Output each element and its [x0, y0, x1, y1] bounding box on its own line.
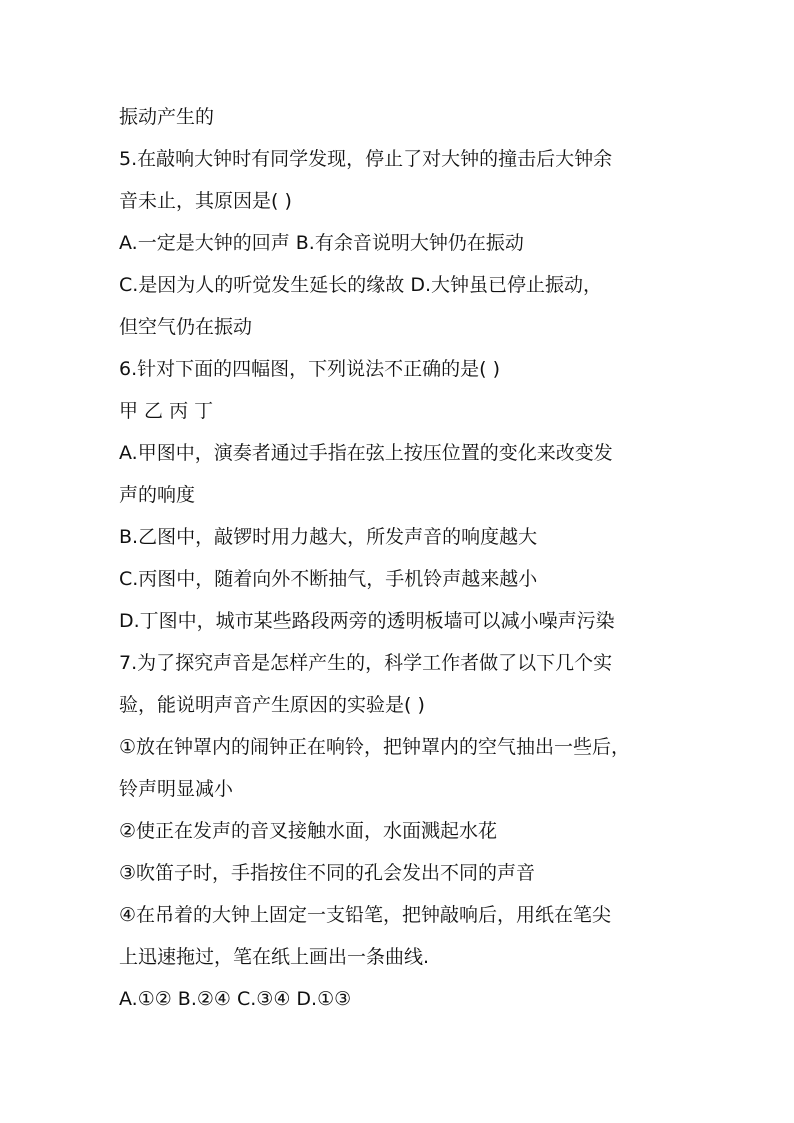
question-7-stem-cont: 验，能说明声音产生原因的实验是( ) [119, 694, 425, 716]
question-7-item-4-cont: 上迅速拖过，笔在纸上画出一条曲线. [119, 946, 430, 968]
question-6-stem: 6.针对下面的四幅图，下列说法不正确的是( ) [119, 358, 500, 380]
question-5-options-cd: C.是因为人的听觉发生延长的缘故 D.大钟虽已停止振动， [119, 274, 603, 296]
question-7-options: A.①② B.②④ C.③④ D.①③ [119, 988, 352, 1010]
question-7-item-4: ④在吊着的大钟上固定一支铅笔，把钟敲响后，用纸在笔尖 [119, 904, 612, 926]
question-6-figure-labels: 甲 乙 丙 丁 [119, 400, 214, 422]
text-line: 振动产生的 [119, 106, 215, 128]
question-5-options-ab: A.一定是大钟的回声 B.有余音说明大钟仍在振动 [119, 232, 524, 254]
question-7-item-1: ①放在钟罩内的闹钟正在响铃，把钟罩内的空气抽出一些后， [119, 736, 631, 758]
question-5-stem-cont: 音未止，其原因是( ) [119, 190, 292, 212]
question-7-item-3: ③吹笛子时，手指按住不同的孔会发出不同的声音 [119, 862, 536, 884]
question-6-option-d: D.丁图中，城市某些路段两旁的透明板墙可以减小噪声污染 [119, 610, 615, 632]
question-7-item-1-cont: 铃声明显减小 [119, 778, 234, 800]
question-6-option-a-cont: 声的响度 [119, 484, 196, 506]
document-body [119, 96, 679, 1020]
question-5-stem: 5.在敲响大钟时有同学发现，停止了对大钟的撞击后大钟余 [119, 148, 613, 170]
question-7-stem: 7.为了探究声音是怎样产生的，科学工作者做了以下几个实 [119, 652, 613, 674]
question-7-item-2: ②使正在发声的音叉接触水面，水面溅起水花 [119, 820, 498, 842]
question-6-option-a: A.甲图中，演奏者通过手指在弦上按压位置的变化来改变发 [119, 442, 613, 464]
question-5-options-cont: 但空气仍在振动 [119, 316, 253, 338]
question-6-option-c: C.丙图中，随着向外不断抽气，手机铃声越来越小 [119, 568, 538, 590]
question-6-option-b: B.乙图中，敲锣时用力越大，所发声音的响度越大 [119, 526, 538, 548]
